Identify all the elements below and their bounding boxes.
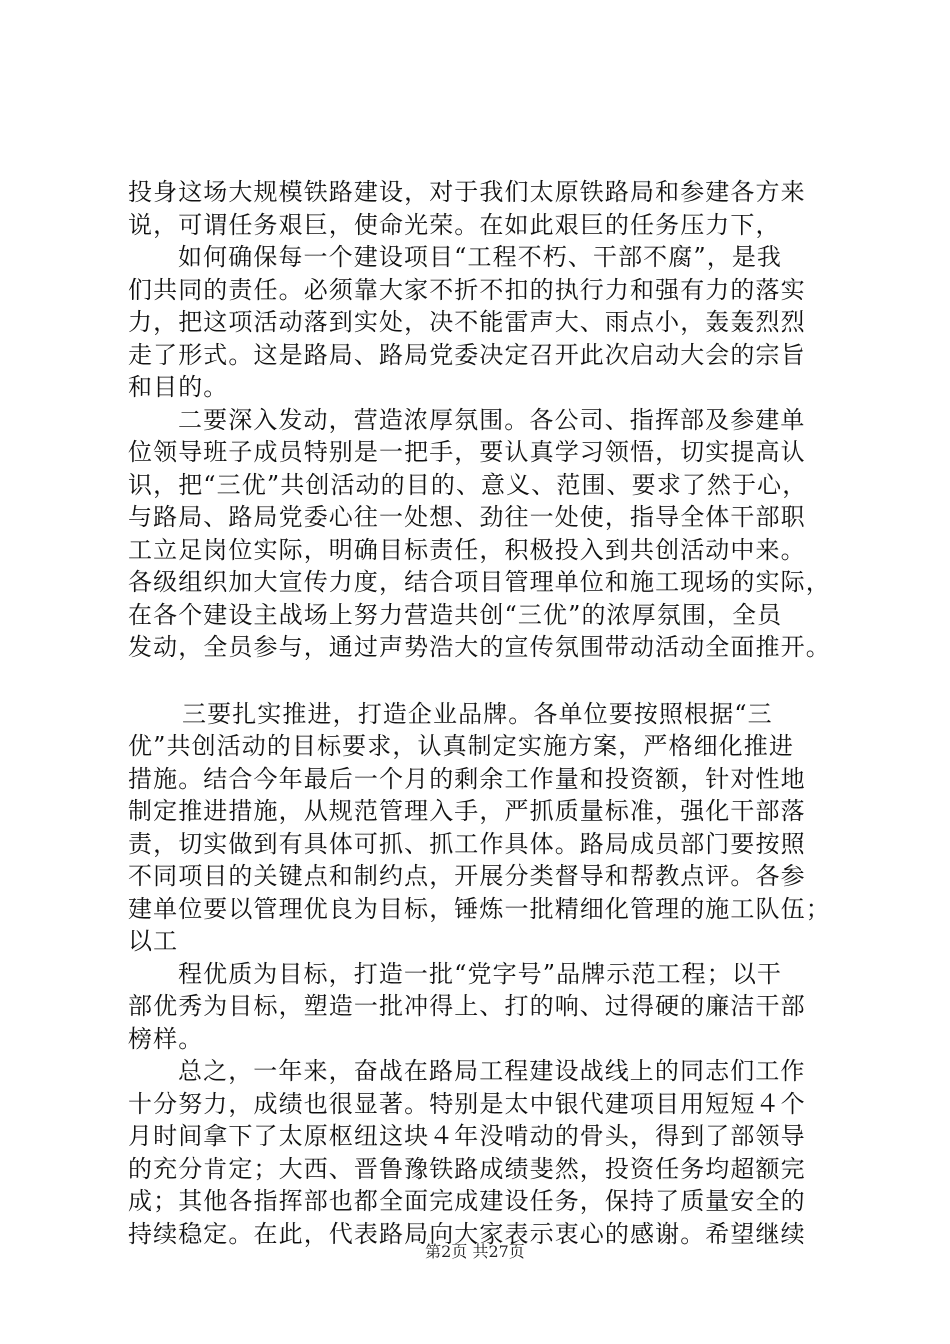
- text-line: 们共同的责任。必须靠大家不折不扣的执行力和强有力的落实: [128, 275, 806, 304]
- text-line: 和目的。: [128, 373, 229, 401]
- text-line: 三要扎实推进，打造企业品牌。各单位要按照根据“三: [182, 699, 773, 728]
- page-footer: 第2页 共27页: [425, 1242, 525, 1261]
- text-line: 不同项目的关键点和制约点，开展分类督导和帮教点评。各参: [128, 862, 806, 890]
- text-line: 责，切实做到有具体可抓、抓工作具体。路局成员部门要按照: [128, 829, 806, 858]
- text-line: 如何确保每一个建设项目“工程不朽、干部不腐”，是我: [178, 243, 783, 271]
- text-line: 十分努力，成绩也很显著。特别是太中银代建项目用短短４个: [128, 1089, 806, 1118]
- text-line: 各级组织加大宣传力度，结合项目管理单位和施工现场的实际，: [128, 568, 831, 596]
- text-line: 榜样。: [128, 1024, 204, 1053]
- text-line: 与路局、路局党委心往一处想、劲往一处使，指导全体干部职: [128, 503, 806, 531]
- text-line: 的充分肯定；大西、晋鲁豫铁路成绩斐然，投资任务均超额完: [128, 1154, 806, 1183]
- text-line: 投身这场大规模铁路建设，对于我们太原铁路局和参建各方来: [128, 178, 806, 206]
- text-line: 措施。结合今年最后一个月的剩余工作量和投资额，针对性地: [128, 764, 806, 793]
- text-line: 工立足岗位实际，明确目标责任，积极投入到共创活动中来。: [128, 535, 806, 564]
- text-line: 发动，全员参与，通过声势浩大的宣传氛围带动活动全面推开。: [128, 633, 831, 661]
- text-line: 以工: [128, 927, 179, 955]
- text-line: 走了形式。这是路局、路局党委决定召开此次启动大会的宗旨: [128, 340, 806, 369]
- text-line: 月时间拿下了太原枢纽这块４年没啃动的骨头，得到了部领导: [128, 1122, 806, 1150]
- text-line: 说，可谓任务艰巨，使命光荣。在如此艰巨的任务压力下，: [128, 210, 781, 239]
- text-line: 优”共创活动的目标要求，认真制定实施方案，严格细化推进: [128, 732, 794, 760]
- text-line: 总之，一年来，奋战在路局工程建设战线上的同志们工作: [178, 1057, 806, 1085]
- text-line: 在各个建设主战场上努力营造共创“三优”的浓厚氛围，全员: [128, 600, 783, 629]
- text-line: 成；其他各指挥部也都全面完成建设任务，保持了质量安全的: [128, 1187, 806, 1215]
- text-line: 识，把“三优”共创活动的目的、意义、范围、要求了然于心，: [128, 470, 808, 499]
- text-line: 二要深入发动，营造浓厚氛围。各公司、指挥部及参建单: [178, 405, 806, 434]
- text-line: 力，把这项活动落到实处，决不能雷声大、雨点小，轰轰烈烈: [128, 308, 806, 336]
- text-line: 部优秀为目标，塑造一批冲得上、打的响、过得硬的廉洁干部: [128, 992, 806, 1020]
- text-line: 程优质为目标，打造一批“党字号”品牌示范工程；以干: [178, 959, 783, 988]
- document-body: [128, 176, 848, 1250]
- text-line: 位领导班子成员特别是一把手，要认真学习领悟，切实提高认: [128, 438, 806, 466]
- paragraph-gap: [128, 664, 848, 698]
- text-line: 持续稳定。在此，代表路局向大家表示衷心的感谢。希望继续: [128, 1219, 806, 1248]
- text-line: 建单位要以管理优良为目标，锤炼一批精细化管理的施工队伍；: [128, 894, 831, 923]
- text-line: 制定推进措施，从规范管理入手，严抓质量标准，强化干部落: [128, 797, 806, 825]
